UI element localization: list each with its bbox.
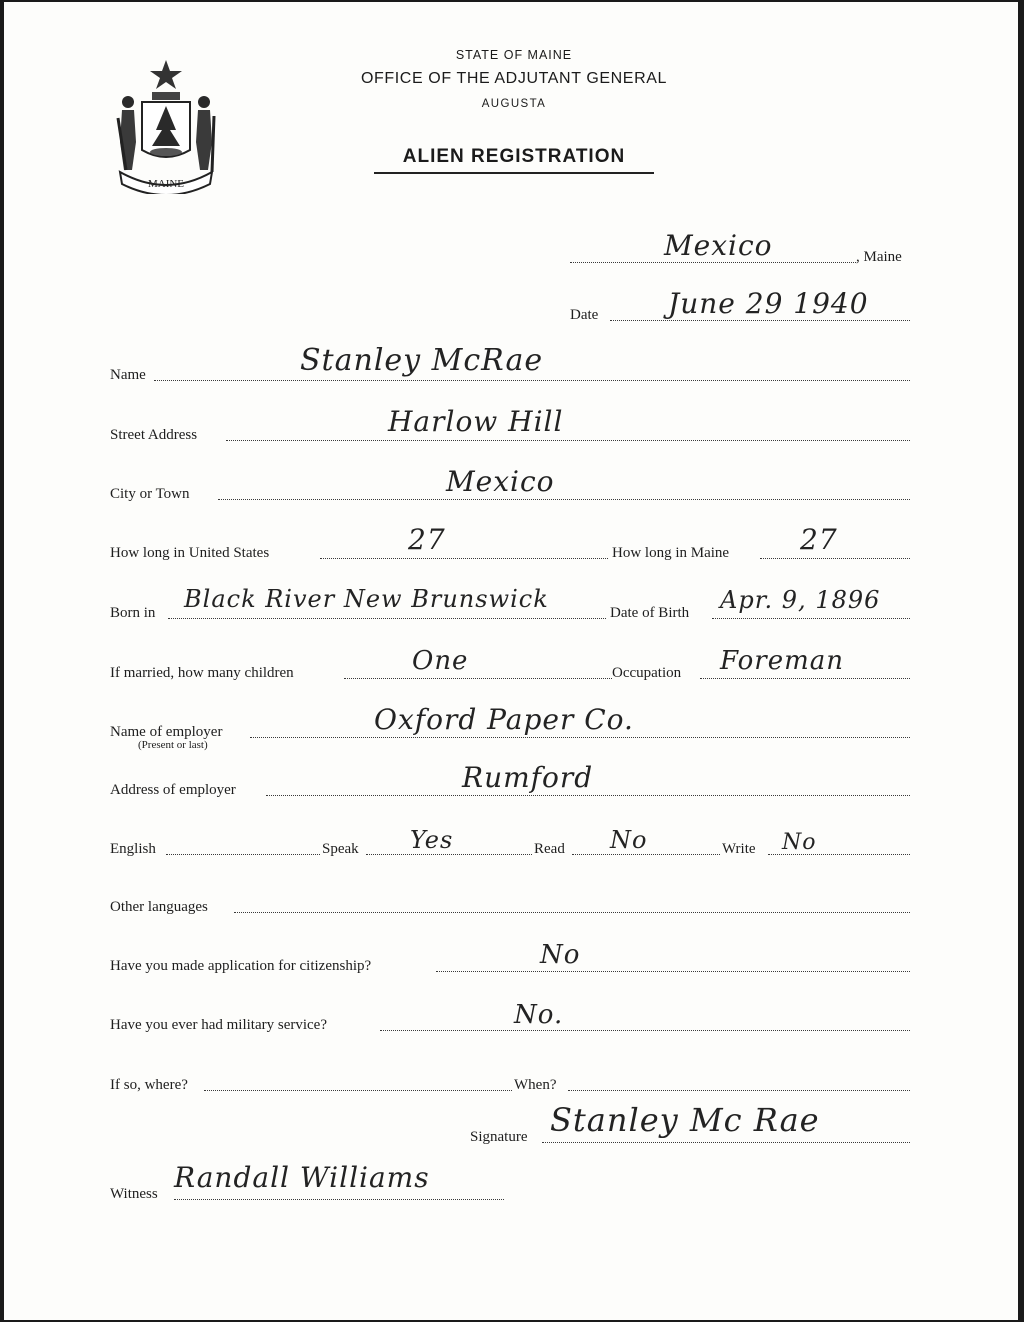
speak-value: Yes [410,826,454,854]
employer-address-line [266,795,910,796]
street-address-value: Harlow Hill [388,405,564,438]
signature-label: Signature [470,1129,528,1145]
employer-address-value: Rumford [462,761,594,794]
street-address-label: Street Address [110,427,198,443]
how-long-maine-value: 27 [800,523,838,556]
date-line [610,320,910,321]
read-label: Read [534,841,565,857]
write-label: Write [722,841,756,857]
town-value: Mexico [664,229,773,262]
children-line [344,678,612,679]
name-label: Name [110,367,146,383]
signature-value: Stanley Mc Rae [550,1101,820,1139]
town-line [570,262,856,263]
witness-value: Randall Williams [174,1161,430,1194]
city-or-town-line [218,499,910,500]
write-value: No [782,830,817,855]
title-underline [374,172,654,174]
date-label: Date [570,307,599,323]
employer-label: Name of employer [110,724,223,740]
city-or-town-label: City or Town [110,486,190,502]
witness-label: Witness [110,1186,158,1202]
name-value: Stanley McRae [300,343,544,378]
name-line [154,380,910,381]
seal-ribbon-text: MAINE [147,178,185,190]
citizenship-line [436,971,910,972]
children-label: If married, how many children [110,665,294,681]
military-line [380,1030,910,1031]
read-line [572,854,720,855]
how-long-us-line [320,558,608,559]
city-heading: AUGUSTA [481,98,547,110]
date-of-birth-value: Apr. 9, 1896 [720,586,881,614]
witness-line [174,1199,504,1200]
born-in-value: Black River New Brunswick [184,585,549,613]
employer-note: (Present or last) [138,739,208,751]
read-value: No [610,826,648,854]
state-of-maine-seal-icon [112,58,220,194]
maine-label: , Maine [856,249,902,265]
occupation-label: Occupation [612,665,682,681]
how-long-us-label: How long in United States [110,545,270,561]
street-address-line [226,440,910,441]
how-long-us-value: 27 [408,523,446,556]
when-label: When? [514,1077,557,1093]
military-value: No. [514,1000,564,1030]
citizenship-value: No [540,940,581,970]
date-value: June 29 1940 [668,287,869,320]
speak-line [366,854,532,855]
english-label: English [110,841,156,857]
date-of-birth-label: Date of Birth [610,605,690,621]
occupation-value: Foreman [720,646,844,676]
signature-line [542,1142,910,1143]
employer-line [250,737,910,738]
alien-registration-form [4,2,1018,1320]
employer-value: Oxford Paper Co. [374,703,634,736]
if-so-where-label: If so, where? [110,1077,188,1093]
date-of-birth-line [712,618,910,619]
born-in-line [168,618,606,619]
how-long-maine-label: How long in Maine [612,545,730,561]
how-long-maine-line [760,558,910,559]
speak-label: Speak [322,841,359,857]
children-value: One [412,646,469,676]
office-heading: OFFICE OF THE ADJUTANT GENERAL [360,70,668,87]
other-languages-line [234,912,910,913]
state-heading: STATE OF MAINE [455,48,573,62]
military-label: Have you ever had military service? [110,1017,327,1033]
if-so-where-line [204,1090,512,1091]
city-or-town-value: Mexico [446,465,555,498]
occupation-line [700,678,910,679]
born-in-label: Born in [110,605,156,621]
employer-address-label: Address of employer [110,782,236,798]
other-languages-label: Other languages [110,899,208,915]
form-title: ALIEN REGISTRATION [402,146,626,167]
english-line [166,854,320,855]
when-line [568,1090,910,1091]
citizenship-label: Have you made application for citizenship? [110,958,372,974]
